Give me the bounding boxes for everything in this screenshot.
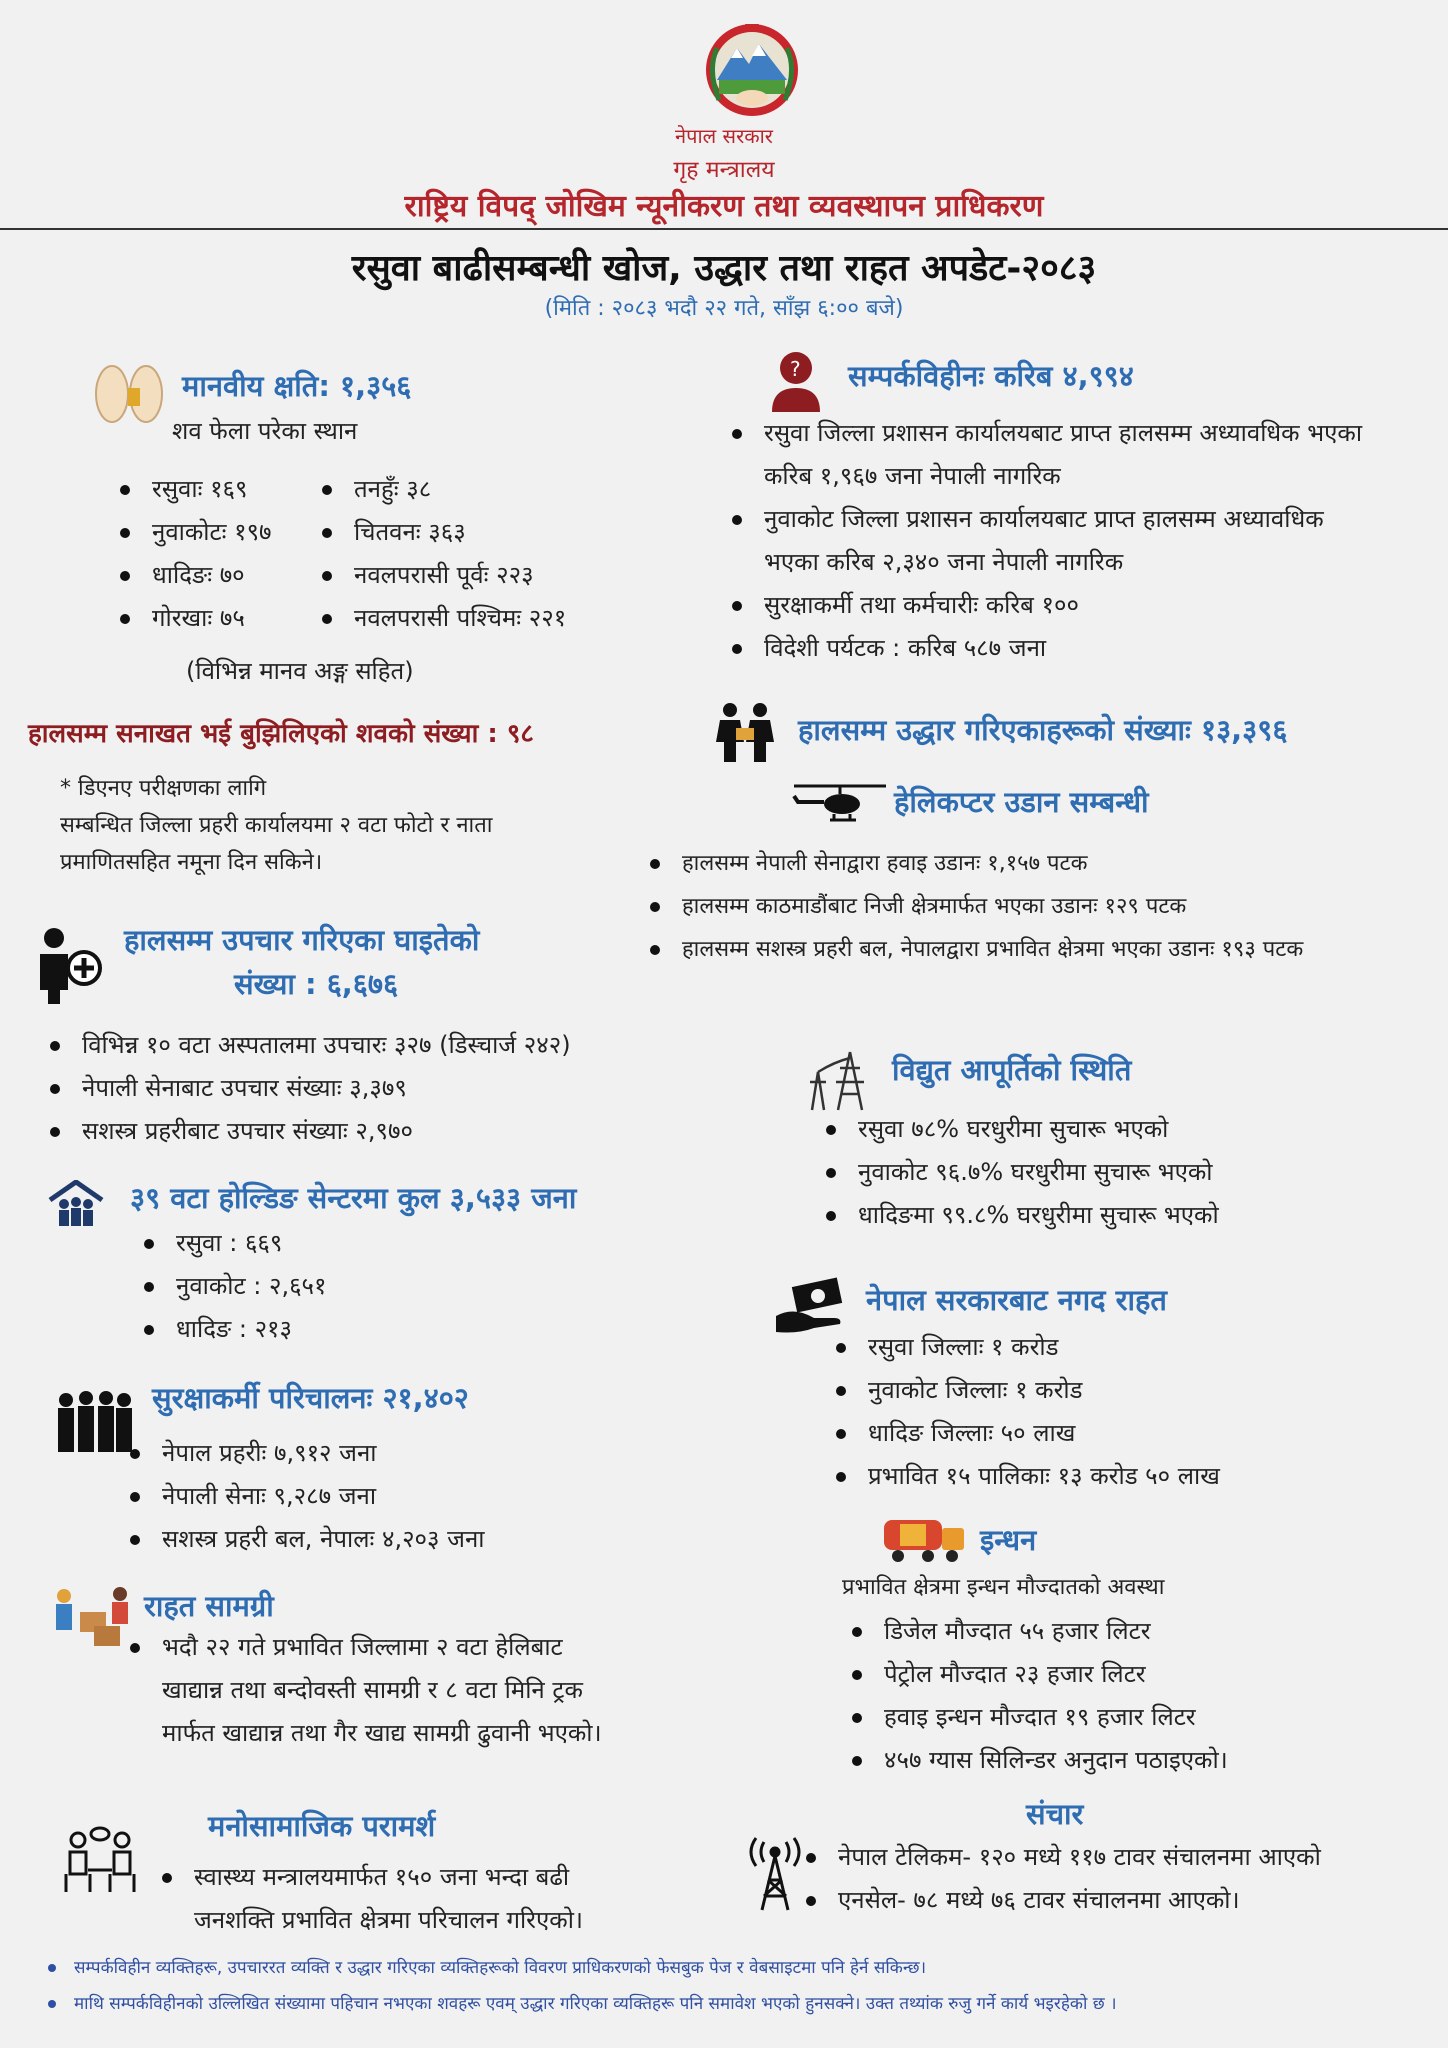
list-item (156, 1856, 583, 1942)
list-item: हालसम्म काठमाडौंबाट निजी क्षेत्रमार्फत भएका उडानः १२९ पटक (644, 885, 1303, 928)
shelter-house-icon (48, 1180, 104, 1226)
page-title: रसुवा बाढीसम्बन्धी खोज, उद्धार तथा राहत अपडेट-२०८३ (351, 248, 1097, 289)
missing-title: सम्पर्कविहीनः करिब ४,९९४ (848, 359, 1134, 393)
list-item: प्रभावित १५ पालिकाः १३ करोड ५० लाख (830, 1455, 1220, 1498)
note-line: सम्बन्धित जिल्ला प्रहरी कार्यालयमा २ वटा फोटो र नाता (60, 813, 493, 838)
identified-note (60, 770, 492, 881)
psycho-line: जनशक्ति प्रभावित क्षेत्रमा परिचालन गरिएको। (194, 1906, 584, 1934)
list-item: नेपाल प्रहरीः ७,९१२ जना (124, 1432, 485, 1475)
rescued-title: हालसम्म उद्धार गरिएकाहरूको संख्याः १३,३९६ (798, 713, 1288, 747)
holding-title: ३९ वटा होल्डिङ सेन्टरमा कुल ३,५३३ जना (130, 1181, 577, 1215)
injured-person-icon (34, 924, 106, 1004)
rescue-people-icon (714, 702, 776, 762)
relief-goods-icon (50, 1582, 132, 1648)
power-title: विद्युत आपूर्तिको स्थिति (892, 1053, 1132, 1087)
footprints-icon (84, 348, 174, 428)
list-item: सुरक्षाकर्मी तथा कर्मचारीः करिब १०० (726, 584, 1362, 627)
casualties-subtitle: शव फेला परेका स्थान (172, 417, 358, 445)
heli-title: हेलिकप्टर उडान सम्बन्धी (894, 785, 1149, 819)
injured-title-line1: हालसम्म उपचार गरिएका घाइतेको (124, 923, 480, 957)
cash-title: नेपाल सरकारबाट नगद राहत (866, 1283, 1167, 1317)
missing-list (726, 412, 1362, 670)
list-item: विदेशी पर्यटक : करिब ५८७ जना (726, 627, 1362, 670)
footer-notes (34, 1950, 1117, 2022)
list-item: गोरखाः ७५ (114, 597, 272, 640)
missing-line: भएका करिब २,३४० जना नेपाली नागरिक (764, 548, 1124, 576)
nepal-emblem-logo (697, 18, 807, 120)
list-item: नेपाली सेनाबाट उपचार संख्याः ३,३७९ (44, 1067, 571, 1110)
security-title: सुरक्षाकर्मी परिचालनः २१,४०२ (152, 1381, 469, 1415)
footer-note: सम्पर्कविहीन व्यक्तिहरू, उपचाररत व्यक्ति र उद्धार गरिएका व्यक्तिहरूको विवरण प्राधिकरणको फेसबुक पेज र वेबसाइटमा पनि हेर्न सकिन्छ। (34, 1950, 1117, 1986)
cash-list (830, 1326, 1220, 1498)
relief-line: मार्फत खाद्यान्न तथा गैर खाद्य सामग्री ढुवानी भएको। (162, 1719, 602, 1747)
injured-list (44, 1024, 571, 1153)
list-item: नुवाकोट जिल्लाः १ करोड (830, 1369, 1220, 1412)
list-item: रसुवा जिल्लाः १ करोड (830, 1326, 1220, 1369)
casualties-title: मानवीय क्षति: १,३५६ (182, 369, 412, 403)
list-item: रसुवा ७८% घरधुरीमा सुचारू भएको (820, 1108, 1219, 1151)
security-list (124, 1432, 485, 1561)
list-item: सशस्त्र प्रहरी बल, नेपालः ४,२०३ जना (124, 1518, 485, 1561)
fuel-subtitle: प्रभावित क्षेत्रमा इन्धन मौज्दातको अवस्था (842, 1575, 1165, 1600)
list-item: पेट्रोल मौज्दात २३ हजार लिटर (846, 1653, 1228, 1696)
relief-line: भदौ २२ गते प्रभावित जिल्लामा २ वटा हेलिबाट (162, 1633, 563, 1661)
comm-title: संचार (1026, 1797, 1084, 1831)
power-list (820, 1108, 1219, 1237)
missing-line: करिब १,९६७ जना नेपाली नागरिक (764, 462, 1061, 490)
list-item (124, 1626, 602, 1755)
holding-list (138, 1222, 327, 1351)
casualties-note: (विभिन्न मानव अङ्ग सहित) (186, 657, 414, 685)
relief-line: खाद्यान्न तथा बन्दोवस्ती सामग्री र ८ वटा मिनि ट्रक (162, 1676, 583, 1704)
footer-note: माथि सम्पर्कविहीनको उल्लिखित संख्यामा पहिचान नभएका शवहरू एवम् उद्धार गरिएका व्यक्तिहरू पनि समावेश भएको हुनसक्ने। उक्त तथ्यांक रुजु गर्ने कार्य भइरहेको छ । (34, 1986, 1117, 2022)
fuel-list (846, 1610, 1228, 1782)
list-item: सशस्त्र प्रहरीबाट उपचार संख्याः २,९७० (44, 1110, 571, 1153)
psycho-title: मनोसामाजिक परामर्श (208, 1809, 436, 1843)
casualties-right-list (316, 468, 566, 640)
list-item: धादिङमा ९९.८% घरधुरीमा सुचारू भएको (820, 1194, 1219, 1237)
list-item: धादिङ : २१३ (138, 1308, 327, 1351)
list-item: एनसेल- ७८ मध्ये ७६ टावर संचालनमा आएको। (800, 1879, 1321, 1922)
date-line: (मिति : २०८३ भदौ २२ गते, साँझ ६:०० बजे) (544, 296, 904, 321)
list-item: ४५७ ग्यास सिलिन्डर अनुदान पठाइएको। (846, 1739, 1228, 1782)
list-item: हालसम्म नेपाली सेनाद्वारा हवाइ उडानः १,१५७ पटक (644, 842, 1303, 885)
list-item: धादिङः ७० (114, 554, 272, 597)
missing-line: नुवाकोट जिल्ला प्रशासन कार्यालयबाट प्राप्त हालसम्म अध्यावधिक (764, 505, 1324, 533)
fuel-title: इन्धन (980, 1523, 1037, 1557)
psycho-line: स्वास्थ्य मन्त्रालयमार्फत १५० जना भन्दा बढी (194, 1863, 570, 1891)
list-item: चितवनः ३६३ (316, 511, 566, 554)
list-item: धादिङ जिल्लाः ५० लाख (830, 1412, 1220, 1455)
psycho-list (156, 1856, 583, 1942)
relief-list (124, 1626, 602, 1755)
note-line: प्रमाणितसहित नमूना दिन सकिने। (60, 850, 323, 875)
svg-text:?: ? (790, 357, 801, 381)
casualties-left-list (114, 468, 272, 640)
list-item (726, 412, 1362, 498)
list-item: डिजेल मौज्दात ५५ हजार लिटर (846, 1610, 1228, 1653)
list-item: नेपाल टेलिकम- १२० मध्ये ११७ टावर संचालनमा आएको (800, 1836, 1321, 1879)
list-item: रसुवाः १६९ (114, 468, 272, 511)
relief-title: राहत सामग्री (144, 1589, 274, 1623)
authority-name: राष्ट्रिय विपद् जोखिम न्यूनीकरण तथा व्यवस्थापन प्राधिकरण (404, 189, 1044, 224)
note-line: * डिएनए परीक्षणका लागि (60, 776, 267, 801)
list-item: नुवाकोट : २,६५१ (138, 1265, 327, 1308)
signal-tower-icon (744, 1836, 806, 1912)
missing-line: रसुवा जिल्ला प्रशासन कार्यालयबाट प्राप्त हालसम्म अध्यावधिक भएका (764, 419, 1363, 447)
helicopter-icon (790, 780, 890, 826)
fuel-tanker-icon (882, 1514, 966, 1564)
list-item: नवलपरासी पश्चिमः २२१ (316, 597, 566, 640)
list-item: नुवाकोट ९६.७% घरधुरीमा सुचारू भएको (820, 1151, 1219, 1194)
list-item: नुवाकोटः १९७ (114, 511, 272, 554)
list-item: हालसम्म सशस्त्र प्रहरी बल, नेपालद्वारा प्रभावित क्षेत्रमा भएका उडानः १९३ पटक (644, 928, 1303, 971)
heli-list (644, 842, 1303, 971)
list-item (726, 498, 1362, 584)
header-divider (0, 228, 1448, 230)
missing-person-icon (768, 350, 824, 412)
comm-list (800, 1836, 1321, 1922)
power-tower-icon (804, 1048, 874, 1112)
ministry-name: गृह मन्त्रालय (673, 157, 775, 183)
list-item: नवलपरासी पूर्वः २२३ (316, 554, 566, 597)
list-item: विभिन्न १० वटा अस्पतालमा उपचारः ३२७ (डिस्चार्ज २४२) (44, 1024, 571, 1067)
gov-name: नेपाल सरकार (675, 124, 773, 148)
list-item: तनहुँः ३८ (316, 468, 566, 511)
injured-title-line2: संख्या : ६,६७६ (234, 967, 399, 1001)
list-item: हवाइ इन्धन मौज्दात १९ हजार लिटर (846, 1696, 1228, 1739)
list-item: नेपाली सेनाः ९,२८७ जना (124, 1475, 485, 1518)
list-item: रसुवा : ६६९ (138, 1222, 327, 1265)
counseling-icon (60, 1824, 140, 1894)
identified-title: हालसम्म सनाखत भई बुझिलिएको शवको संख्या : ९८ (28, 719, 534, 749)
